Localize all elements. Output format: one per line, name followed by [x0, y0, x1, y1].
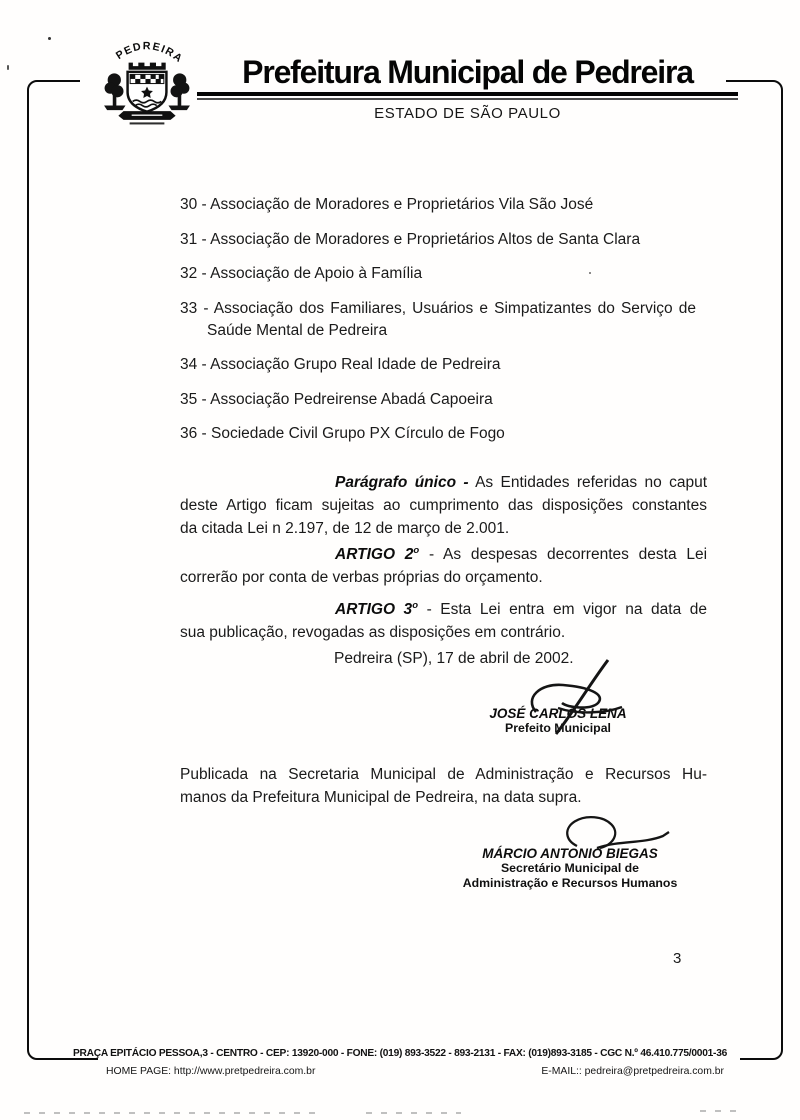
footer-address-line: PRAÇA EPITÁCIO PESSOA,3 - CENTRO - CEP: 13920-000 - FONE: (019) 893-3522 - 893-2131 - FAX: (019)893-3185 - CGC N.º 46.410.775/0001-36: [72, 1048, 728, 1059]
page-title: Prefeitura Municipal de Pedreira: [242, 54, 693, 90]
ordinal-sup: o: [413, 544, 420, 556]
page-number: 3: [673, 950, 682, 967]
title-underline-thick: [197, 92, 738, 96]
artigo-3-line2: sua publicação, revogadas as disposições em contrário.: [180, 624, 566, 641]
footer-contact-line: [98, 1066, 734, 1077]
paragrafo-unico-lead: Parágrafo único -: [335, 474, 469, 491]
paragrafo-unico-line3: da citada Lei n 2.197, de 12 de março de 2.001.: [180, 520, 510, 537]
paragrafo-unico-line2: deste Artigo ficam sujeitas ao cumprimento das disposições constantes: [180, 497, 707, 514]
artigo-3-line1: - Esta Lei entra em vigor na data de: [426, 601, 708, 618]
artigo-2-lead: ARTIGO 2$^o$: [335, 544, 420, 563]
publicada-line1: Publicada na Secretaria Municipal de Administração e Recursos Hu-: [180, 766, 707, 783]
logo-banner-text: PEDREIRA: [113, 40, 186, 66]
scan-speck: [7, 65, 9, 70]
list-item: 30 - Associação de Moradores e Proprietários Vila São José: [180, 196, 594, 213]
entity-list: [180, 194, 696, 458]
list-item: 36 - Sociedade Civil Grupo PX Círculo de Fogo: [180, 425, 505, 442]
ordinal-sup: o: [412, 599, 418, 611]
publicada-line2: manos da Prefeitura Municipal de Pedreira, na data supra.: [180, 789, 582, 806]
mayor-signature-scribble: [518, 656, 640, 736]
secretary-signature-scribble: [543, 812, 675, 858]
header-block: [197, 54, 738, 122]
list-item: 35 - Associação Pedreirense Abadá Capoeira: [180, 390, 493, 408]
pedreira-coat-of-arms-logo: [101, 36, 193, 126]
publicada-paragraph: [180, 763, 707, 809]
left-tree: [104, 73, 125, 110]
scan-artifact-line: [700, 1110, 740, 1112]
list-item: 31 - Associação de Moradores e Proprietários Altos de Santa Clara: [180, 230, 641, 248]
artigo-2-line2: correrão por conta de verbas próprias do orçamento.: [180, 569, 543, 586]
logo-ribbon: [118, 111, 175, 124]
svg-text:PEDREIRA: [114, 40, 185, 65]
scan-artifact-line: [366, 1112, 461, 1114]
mayor-title: Prefeito Municipal: [505, 721, 611, 735]
list-item: 32 - Associação de Apoio à Família: [180, 265, 423, 282]
artigo-3-lead: ARTIGO 3$^o$: [335, 599, 418, 618]
crown-shape: [129, 63, 166, 70]
secretary-title-1: Secretário Municipal de: [500, 861, 640, 875]
artigo-3-paragraph: [180, 598, 707, 644]
footer-homepage: HOME PAGE: http://www.pretpedreira.com.br: [106, 1066, 316, 1077]
header-subtitle: ESTADO DE SÃO PAULO: [374, 105, 561, 122]
secretary-title-2: Administração e Recursos Humanos: [462, 875, 678, 890]
right-tree: [168, 73, 189, 110]
mayor-name: JOSÉ CARLOS LENA: [489, 706, 627, 721]
secretary-name: MÁRCIO ANTONIO BIEGAS: [482, 846, 658, 861]
title-underline-thin: [197, 98, 738, 100]
footer-email: E-MAIL:: pedreira@pretpedreira.com.br: [541, 1066, 724, 1077]
scan-speck: [48, 37, 51, 40]
paragrafo-unico-line1: As Entidades referidas no caput: [475, 474, 708, 491]
scan-artifact-line: [24, 1112, 324, 1114]
date-line: Pedreira (SP), 17 de abril de 2002.: [334, 650, 574, 667]
artigo-2-line1: - As despesas decorrentes desta Lei: [428, 546, 708, 563]
list-item: 34 - Associação Grupo Real Idade de Pedreira: [180, 356, 501, 373]
artigo-2-paragraph: [180, 543, 707, 589]
list-item: 33 - Associação dos Familiares, Usuários e Simpatizantes do Serviço de Saúde Mental de Pedreira: [180, 299, 696, 339]
paragrafo-unico-paragraph: [180, 471, 707, 540]
